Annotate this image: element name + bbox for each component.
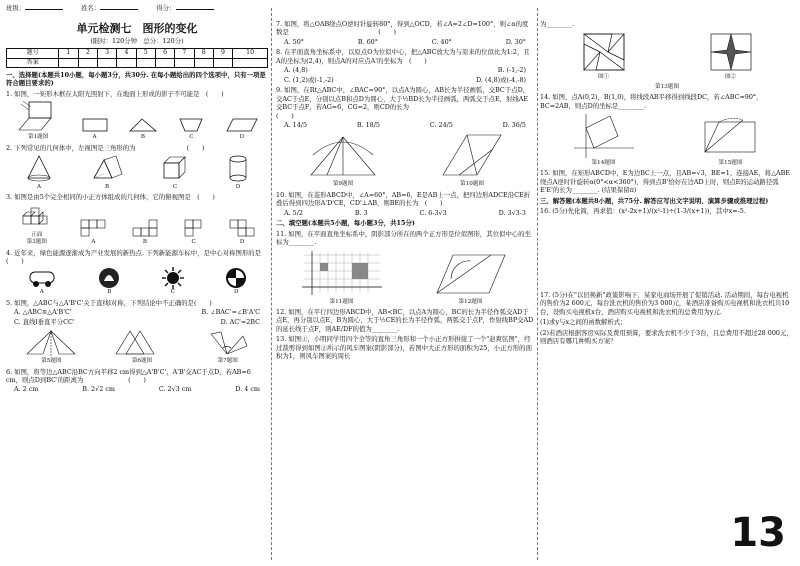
q8-option-c[interactable]: C. (1,2)或(-1,-2)	[284, 75, 334, 84]
q1-option-b-shape	[128, 116, 158, 134]
q7-option-d[interactable]: D. 30°	[505, 37, 526, 46]
column-2	[276, 0, 537, 566]
q11-grid-diagram	[300, 249, 384, 299]
q14-coordinate-diagram	[572, 112, 636, 160]
answer-cell[interactable]	[194, 58, 213, 67]
swirl-logo-icon	[225, 267, 247, 289]
q13-figures	[540, 30, 794, 81]
q3-option-d-shape	[229, 219, 255, 239]
q3-option-a-shape	[80, 219, 106, 239]
q3-front-label: 正面	[31, 231, 43, 238]
answer-number: 2	[78, 49, 97, 58]
answer-number: 10	[233, 49, 268, 58]
q10-rhombus-fold	[437, 131, 507, 181]
question-12: 12. 如图，在平行四边形ABCD中，AB<BC，以点A为圆心，BC的长为半径作弧交AD于点E，再分别以点E，B为圆心，大于½CE的长为半径作弧，两弧交于点P，作射线BP交AD的延长线于点F，则AE/DF的值为________.	[276, 307, 534, 333]
q7-caption: 第7题图	[217, 358, 238, 365]
q5-option-b[interactable]: B. ∠BAC'=∠B'A'C	[201, 308, 260, 317]
q6-options	[6, 385, 268, 393]
page-number: 13	[730, 510, 786, 556]
q3-option-b[interactable]: B	[142, 239, 148, 246]
answer-number: 6	[155, 49, 174, 58]
q1-frame-figure	[15, 100, 61, 141]
q5-symmetric-triangles	[21, 328, 81, 358]
q6-caption: 第6题图	[131, 358, 153, 365]
q12-caption: 第12题图	[458, 298, 483, 305]
cube-icon	[160, 154, 190, 184]
header-fields	[6, 4, 268, 12]
q3-option-c-shape	[184, 219, 204, 239]
q5-option-d[interactable]: D. AC'=2BC	[220, 317, 260, 326]
q10-option-a[interactable]: A. 5/2	[284, 208, 303, 217]
q12-parallelogram	[431, 249, 511, 299]
answer-cell[interactable]	[59, 58, 78, 67]
q13-fig2-caption: 图②	[724, 74, 737, 81]
q10-option-c[interactable]: C. 6-3√3	[419, 208, 447, 217]
q1-figures	[6, 100, 268, 141]
q5-option-a[interactable]: A. △ABC≌△A'B'C'	[14, 308, 72, 317]
q5-option-c[interactable]: C. 直线l垂直平分CC'	[14, 317, 75, 326]
q9-option-c[interactable]: C. 24/5	[429, 120, 453, 129]
name-blank[interactable]	[100, 9, 138, 10]
page-title: 单元检测七 图形的变化	[76, 22, 198, 36]
question-13: 13. 如图①，小明同学用四个全等的直角三角形和一个小正方形拼接了一个"赵爽弦图"，经过裁剪得到如图②所示的风车图案(阴影部分)，若图中大正方形的面积为25，小正方形的面积为1，则风车图案的周长	[276, 335, 532, 361]
q5-options-row-2	[6, 318, 268, 326]
q1-option-a-shape	[80, 116, 110, 134]
q2-option-a[interactable]: A	[36, 183, 42, 190]
q2-option-d[interactable]: D	[235, 183, 241, 190]
q5-caption: 第5题图	[41, 358, 62, 365]
q6-option-c[interactable]: C. 2√3 cm	[158, 385, 192, 394]
q15-rectangle-rotation	[699, 112, 763, 160]
q14-15-figures	[540, 112, 794, 167]
question-10: 10. 如图，在菱形ABCD中，∠A=60°，AB=6，E是AB上一点，把四边形ADCE沿CE折叠后得到四边形A'D'CE，CD'⊥AB，则BE的长为 ( )	[276, 190, 531, 208]
answer-cell[interactable]	[136, 58, 155, 67]
q6-option-b[interactable]: B. 2√2 cm	[82, 385, 115, 394]
question-16: 16. (5分)先化简，再求值：(x²-2x+1)/(x²-1)÷(1-3/(x+1))，其中x=-5.	[540, 207, 746, 216]
answer-cell[interactable]	[78, 58, 97, 67]
answer-number: 9	[213, 49, 232, 58]
q3-cubes-diagram	[19, 204, 55, 232]
section-2-heading: 二、填空题(本题共5小题，每小题3分，共15分)	[276, 219, 415, 228]
q9-options	[276, 121, 534, 129]
question-13-end: 为________.	[540, 20, 574, 28]
answer-cell[interactable]	[117, 58, 136, 67]
q4-option-d[interactable]: D	[234, 289, 239, 296]
q7-option-c[interactable]: C. 40°	[431, 37, 452, 46]
score-blank[interactable]	[176, 9, 214, 10]
q13-fig1-caption: 图①	[597, 74, 610, 81]
question-17: 17. (5分)在"以旧换新"政策影响下，某家电商场开展了促销活动. 活动期间，每台电视机的售价为2 600元，每台洗衣机的售价为3 000元，某酒店准备购买电视机和洗衣机共10台，设购买电视机x台，酒店购买电视机和洗衣机的总费用为y元.	[540, 290, 790, 316]
q7-option-b[interactable]: B. 60°	[357, 37, 378, 46]
cone-icon	[24, 154, 54, 184]
q9-10-figures	[276, 131, 534, 188]
q3-caption: 第3题图	[26, 239, 47, 246]
q1-caption: 第1题图	[28, 134, 49, 141]
answer-cell[interactable]	[233, 58, 268, 67]
q8-options-row-2	[276, 76, 534, 84]
class-label: 班级：	[6, 4, 26, 12]
q8-option-d[interactable]: D. (4,8)或(-4,-8)	[476, 75, 526, 84]
q9-option-d[interactable]: D. 36/5	[502, 120, 526, 129]
answer-number: 5	[136, 49, 155, 58]
q2-option-b[interactable]: B	[104, 183, 110, 190]
answer-cell[interactable]	[213, 58, 232, 67]
q5-options-row-1	[6, 308, 268, 316]
q6-option-d[interactable]: D. 4 cm	[235, 385, 260, 394]
q13-figure-title: 第13题图	[655, 83, 679, 90]
answer-cell[interactable]	[175, 58, 194, 67]
question-11: 11. 如图，在平面直角坐标系中，阴影部分所在的两个正方形是位似图形，其位似中心的坐标为________.	[276, 229, 532, 247]
zhao-shuang-diagram	[580, 30, 628, 74]
answer-cell[interactable]	[97, 58, 116, 67]
q1-option-d-shape	[225, 116, 259, 134]
q4-option-c[interactable]: C	[170, 289, 175, 296]
question-15: 15. 如图，在矩形ABCD中，E为边BC上一点，且AB=√3，BE=1，连接AE，将△ABE绕点A逆时针旋转α(0°<α<360°)，得到点B'恰好在边AD上时，则点E的运动路径弧E'E'的长为________. (结果保留π)	[540, 169, 790, 195]
q4-option-b[interactable]: B	[107, 289, 112, 296]
q8-options-row-1	[276, 66, 534, 74]
q10-option-d[interactable]: D. 3√3-3	[498, 208, 526, 217]
answer-number: 7	[175, 49, 194, 58]
score-label: 得分：	[156, 4, 176, 12]
answer-cell[interactable]	[155, 58, 174, 67]
triangular-prism-icon	[90, 154, 124, 184]
q1-option-c-shape	[176, 116, 206, 134]
q3-option-b-shape	[132, 219, 158, 239]
section-3-heading: 三、解答题(本题共8小题，共75分. 解答应写出文字说明、演算步骤或推理过程)	[540, 196, 769, 205]
q1-option-a[interactable]: A	[92, 134, 97, 141]
q3-option-a[interactable]: A	[91, 239, 96, 246]
q16-answer-space[interactable]	[540, 217, 794, 289]
q10-options	[276, 209, 534, 217]
name-label: 姓名：	[81, 4, 101, 12]
car-logo-icon	[27, 267, 57, 289]
pinwheel-diagram	[707, 30, 755, 74]
section-1-heading: 一、选择题(本题共10小题，每小题3分，共30分. 在每小题给出的四个选项中，只有一项是符合题目要求的)	[6, 70, 266, 88]
q1-option-d[interactable]: D	[239, 134, 244, 141]
answer-number: 3	[97, 49, 116, 58]
question-4: 4. 近年来，绿色能源逐渐成为产业发展的新热点. 下列新能源车标中，是中心对称图形的是 ( )	[6, 248, 389, 266]
answer-table	[6, 48, 268, 67]
question-2: 2. 下列常见的几何体中，左视图是三角形的为 ( )	[6, 143, 205, 152]
question-17-part-1: (1)求y与x之间的函数解析式；	[540, 318, 627, 327]
sun-logo-icon	[162, 267, 184, 289]
q5-7-figures	[6, 328, 268, 365]
q3-figures	[6, 204, 268, 247]
question-8: 8. 在平面直角坐标系中，以原点O为位似中心，把△ABC放大为与原来的位似比为1:2，且A的坐标为(2,4)，则点A的对应点A'的坐标为 ( )	[276, 48, 530, 65]
q11-12-figures	[276, 249, 534, 306]
q8-option-b[interactable]: B. (-1,-2)	[497, 66, 526, 75]
q6-option-a[interactable]: A. 2 cm	[14, 385, 39, 394]
class-blank[interactable]	[25, 9, 63, 10]
q7-options	[276, 38, 534, 46]
q6-translated-triangles	[112, 328, 172, 358]
q4-figures	[6, 267, 268, 296]
question-7: 7. 如图，将△OAB绕点O逆时针旋转80°，得到△OCD，若∠A=2∠D=100°，则∠α的度数是 ( )	[276, 20, 529, 37]
answer-table-row-label: 答案	[7, 58, 59, 67]
cylinder-icon	[226, 154, 250, 184]
q4-option-a[interactable]: A	[39, 289, 44, 296]
answer-table-row-label: 题号	[7, 49, 59, 58]
answer-number: 8	[194, 49, 213, 58]
q3-option-c[interactable]: C	[191, 239, 196, 246]
q11-caption: 第11题图	[329, 298, 354, 305]
q2-option-c[interactable]: C	[172, 183, 178, 190]
q3-option-d[interactable]: D	[239, 239, 245, 246]
q9-option-b[interactable]: B. 18/5	[356, 120, 380, 129]
question-1: 1. 如图，一矩形木框在太阳光照射下，在地面上形成的影子不可能是 ( )	[6, 89, 224, 98]
q8-option-a[interactable]: A. (4,8)	[284, 66, 308, 75]
q9-arc-construction	[303, 131, 383, 181]
question-3: 3. 如图是由5个完全相同的小正方体组成的几何体，它的俯视图是 ( )	[6, 193, 215, 202]
q9-caption: 第9题图	[332, 181, 354, 188]
question-6: 6. 如图，将等边△ABC沿BC方向平移2 cm得到△A'B'C'，A'B'交AC于点D，若AB=6 cm，则点D到BC'的距离为 ( )	[6, 367, 251, 385]
q1-option-c[interactable]: C	[189, 134, 194, 141]
question-9: 9. 如图，在Rt△ABC中，∠BAC=90°，以点A为圆心，AB长为半径画弧，交BC于点D，交AC于点E，分别以点B和点D为圆心，大于½BD长为半径画弧，两弧交于点E，射线AE交BC于点F，若AG=6，CG=2，则CD的长为 ( )	[276, 86, 537, 120]
question-5: 5. 如图，△ABC与△A'B'C'关于直线l对称，下列结论中不正确的是( )	[6, 298, 212, 307]
q1-option-b[interactable]: B	[140, 134, 146, 141]
question-17-part-2: (2)若酒店根据客房实际及费用预算，要求洗衣机不少于3台，且总费用不超过28 000元，则酒店有哪几种购买方案？	[540, 328, 793, 346]
q14-caption: 第14题图	[591, 160, 616, 167]
leaf-logo-icon	[98, 267, 120, 289]
column-3	[540, 0, 794, 566]
q1-frame-diagram	[15, 100, 61, 134]
q2-figures	[6, 154, 268, 191]
q7-rotated-triangles	[203, 328, 253, 358]
q10-option-b[interactable]: B. 3	[354, 208, 368, 217]
page-subtitle: (限时：120分钟 总分：120分)	[90, 36, 184, 45]
q10-caption: 第10题图	[460, 181, 484, 188]
question-14: 14. 如图，点A(0,2)，B(1,0)，将线段AB平移得到线段DC，若∠ABC=90°，BC=2AB，则点D的坐标是________.	[540, 93, 763, 110]
answer-number: 4	[117, 49, 136, 58]
answer-number: 1	[59, 49, 78, 58]
q15-caption: 第15题图	[718, 160, 743, 167]
q9-option-a[interactable]: A. 14/5	[284, 120, 308, 129]
q7-option-a[interactable]: A. 50°	[284, 37, 305, 46]
